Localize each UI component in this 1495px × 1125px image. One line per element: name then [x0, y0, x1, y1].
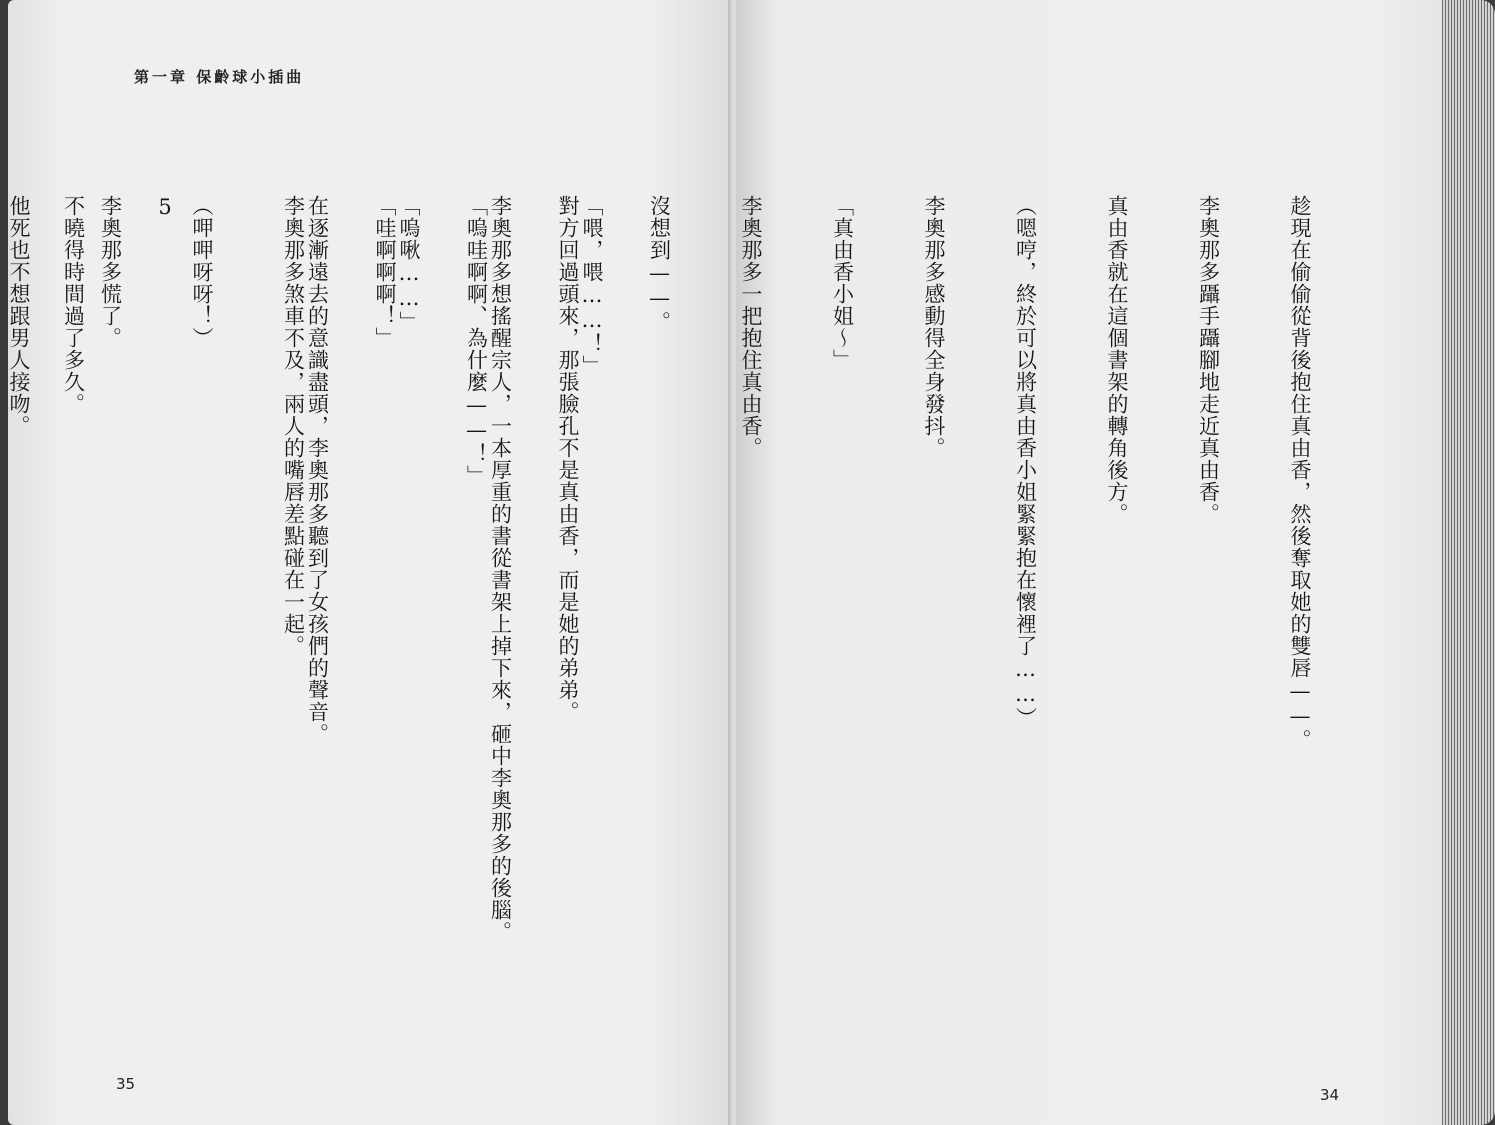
text-line: 「真由香小姐～」 — [830, 195, 855, 371]
page-edges — [1442, 0, 1495, 1125]
text-line: 對方回過頭來，那張臉孔不是真由香，而是她的弟弟。 — [556, 195, 580, 723]
text-line: 「嗚啾……」 — [397, 195, 421, 333]
page-number: 34 — [1320, 1086, 1340, 1104]
page-number: 35 — [116, 1075, 136, 1093]
text-line: 李奧那多感動得全身發抖。 — [922, 195, 946, 459]
text-line: 在逐漸遠去的意識盡頭，李奧那多聽到了女孩們的聲音。 — [305, 195, 330, 745]
chapter-header: 第一章 保齡球小插曲 — [134, 68, 305, 86]
text-line: 「喂，喂……！」 — [580, 195, 604, 377]
text-line: （呷呷呀呀！） — [190, 195, 214, 349]
text-line: 李奧那多一把抱住真由香。 — [739, 195, 763, 459]
text-line: 他死也不想跟男人接吻。 — [7, 195, 31, 437]
text-line: 「哇啊啊啊！」 — [373, 195, 397, 349]
text-line: 「嗚哇啊啊、為什麼——！」 — [464, 195, 489, 487]
text-line: 李奧那多躡手躡腳地走近真由香。 — [1196, 195, 1221, 525]
text-line: （嗯哼，終於可以將真由香小姐緊緊抱在懷裡了……） — [1013, 195, 1038, 729]
text-line: 李奧那多煞車不及，兩人的嘴唇差點碰在一起。 — [281, 195, 306, 657]
text-line: 趁現在偷偷從背後抱住真由香，然後奪取她的雙唇——。 — [1288, 195, 1312, 751]
text-line: 李奧那多慌了。 — [98, 195, 123, 349]
right-page-body — [0, 195, 1376, 955]
text-line: 沒想到——。 — [647, 195, 672, 333]
section-number: 5 — [153, 195, 177, 220]
text-line: 不曉得時間過了多久。 — [61, 195, 86, 415]
text-line: 李奧那多想搖醒宗人，一本厚重的書從書架上掉下來，砸中李奧那多的後腦。 — [488, 195, 513, 943]
text-line: 真由香就在這個書架的轉角後方。 — [1105, 195, 1129, 525]
